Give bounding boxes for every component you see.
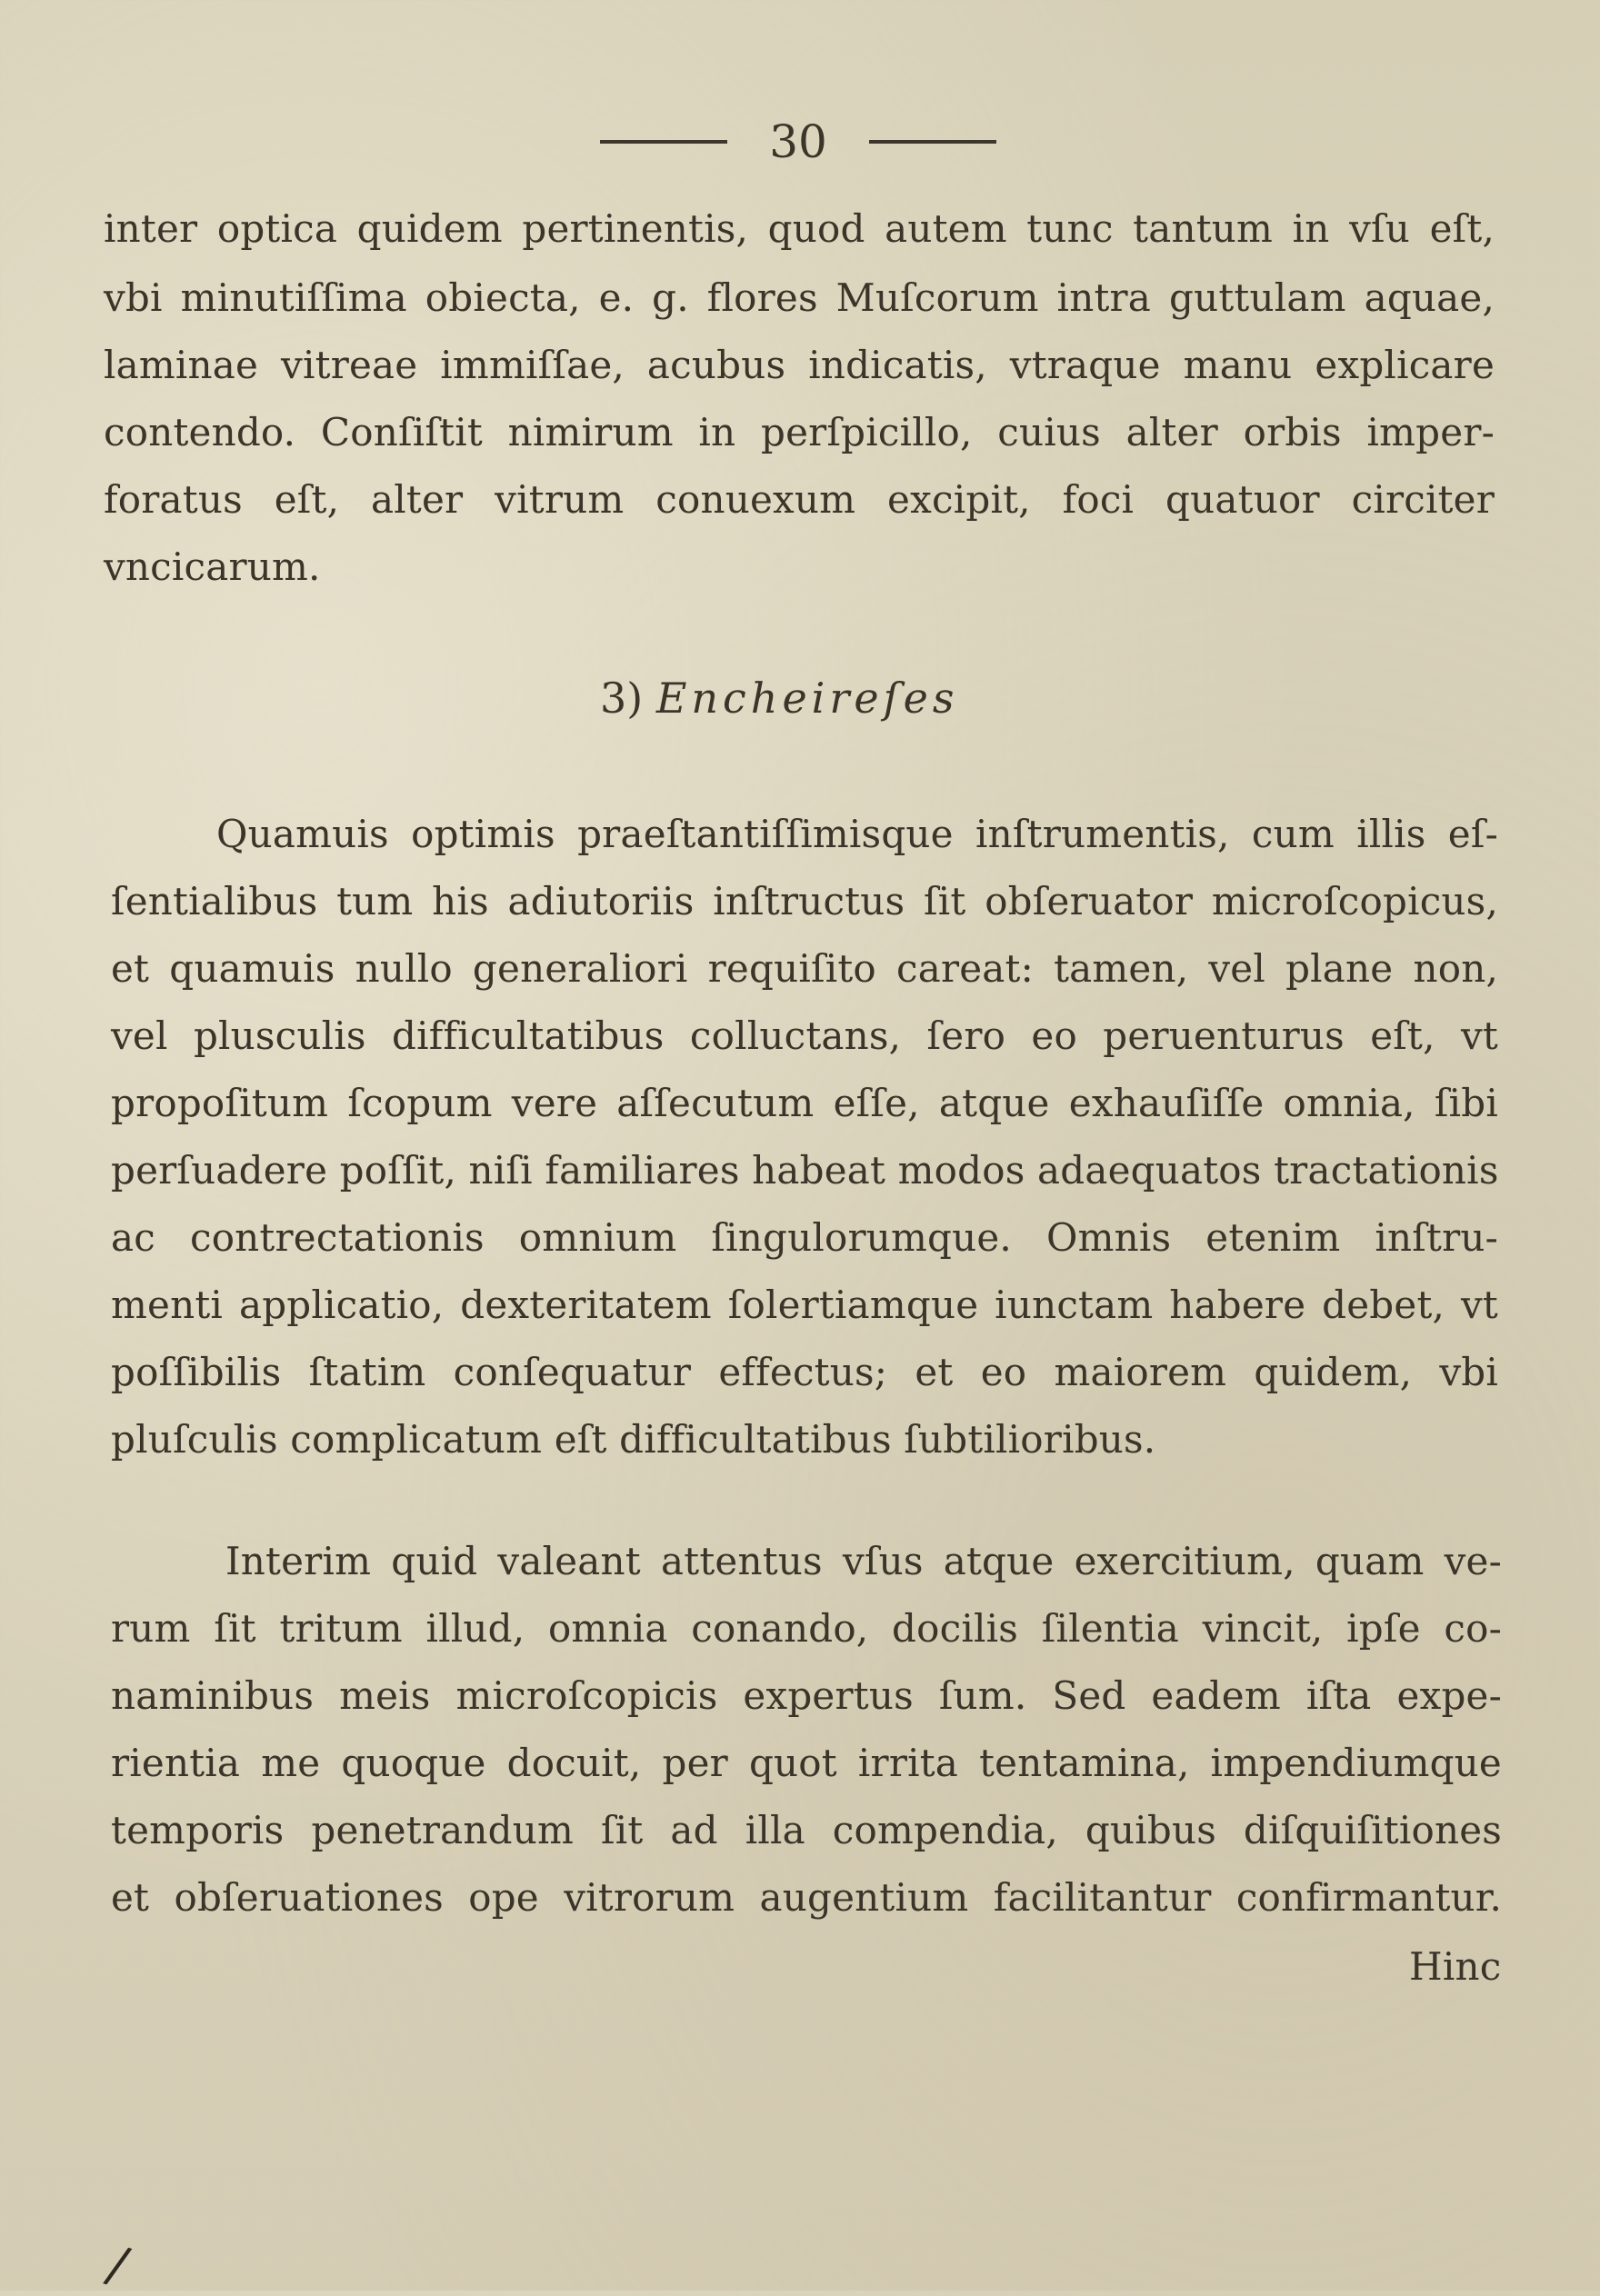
paragraph-2-line-9: poſſibilis ſtatim conſequatur effectus; et eo maiorem quidem, vbi [111, 1350, 1498, 1394]
paragraph-3-line-5: temporis penetrandum ſit ad illa compendia, quibus diſquiſitiones [111, 1808, 1502, 1852]
paragraph-2-line-2: ſentialibus tum his adiutoriis inſtructus ſit obſeruator microſcopicus, [111, 879, 1498, 923]
paragraph-1-line-2: vbi minutiſſima obiecta, e. g. flores Muſcorum intra guttulam aquae, [104, 275, 1495, 320]
header-rule-left [600, 140, 727, 144]
paragraph-2-line-8: menti applicatio, dexteritatem ſolertiamque iunctam habere debet, vt [111, 1283, 1498, 1327]
section-number: 3) [600, 674, 644, 723]
catchword: Hinc [1409, 1944, 1502, 1989]
paragraph-2-line-4: vel plusculis difficultatibus colluctans, ſero eo peruenturus eſt, vt [111, 1013, 1498, 1058]
page-header [600, 116, 1000, 171]
section-title: Encheireſes [655, 674, 959, 723]
paragraph-1-line-4: contendo. Conſiſtit nimirum in perſpicillo, cuius alter orbis imper- [104, 410, 1495, 454]
paragraph-2-line-3: et quamuis nullo generaliori requiſito careat: tamen, vel plane non, [111, 946, 1498, 991]
paragraph-2-line-1: Quamuis optimis praeſtantiſſimisque inſtrumentis, cum illis eſ- [216, 812, 1498, 856]
paragraph-3-line-6: et obſeruationes ope vitrorum augentium facilitantur confirmantur. [111, 1875, 1502, 1920]
page-number: 30 [769, 115, 827, 168]
paragraph-2-line-6: perſuadere poſſit, niſi familiares habeat modos adaequatos tractationis [111, 1148, 1499, 1193]
paragraph-1-line-3: laminae vitreae immiſſae, acubus indicatis, vtraque manu explicare [104, 343, 1495, 387]
stray-ink-mark: / [100, 2234, 135, 2296]
section-heading [600, 673, 1018, 724]
header-rule-right [869, 140, 996, 144]
paragraph-1-line-1: inter optica quidem pertinentis, quod autem tunc tantum in vſu eſt, [104, 206, 1495, 251]
paragraph-3-line-3: naminibus meis microſcopicis expertus ſum. Sed eadem iſta expe- [111, 1673, 1502, 1718]
paragraph-1-line-5: foratus eſt, alter vitrum conuexum excipit, foci quatuor circiter [104, 477, 1495, 522]
paragraph-2-line-10: pluſculis complicatum eſt difficultatibus ſubtilioribus. [111, 1417, 1156, 1462]
paragraph-2-line-5: propoſitum ſcopum vere aſſecutum eſſe, atque exhauſiſſe omnia, ſibi [111, 1081, 1498, 1125]
paragraph-3-line-2: rum ſit tritum illud, omnia conando, docilis ſilentia vincit, ipſe co- [111, 1606, 1502, 1651]
paragraph-1-line-6: vncicarum. [104, 544, 321, 589]
paragraph-3-line-4: rientia me quoque docuit, per quot irrita tentamina, impendiumque [111, 1741, 1502, 1785]
paragraph-2-line-7: ac contrectationis omnium ſingulorumque. Omnis etenim inſtru- [111, 1215, 1498, 1260]
paragraph-3-line-1: Interim quid valeant attentus vſus atque exercitium, quam ve- [225, 1539, 1502, 1583]
